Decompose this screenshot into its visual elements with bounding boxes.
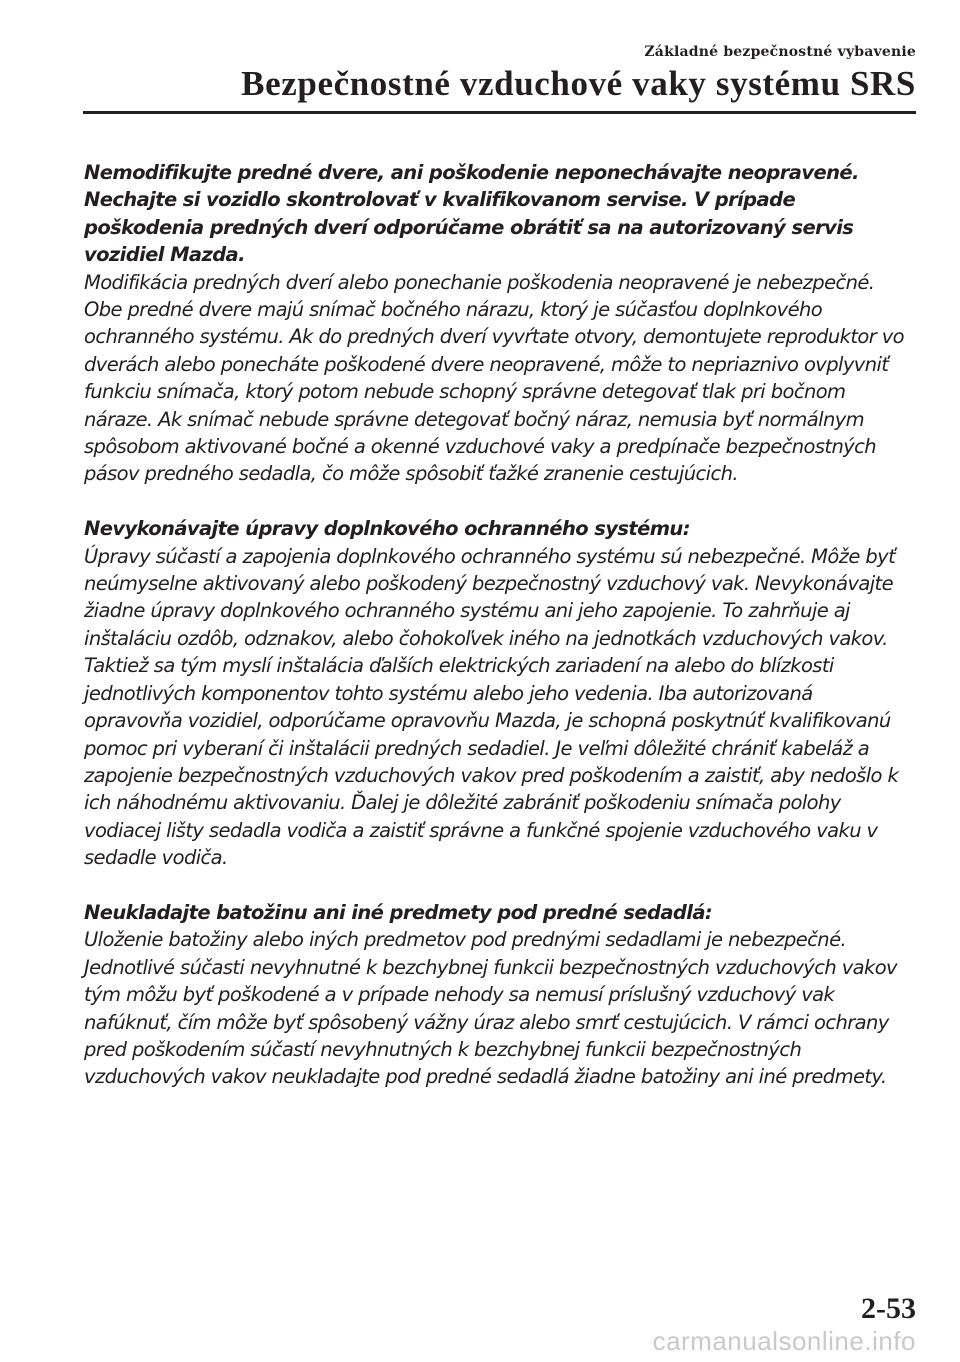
warning-heading: Neukladajte batožinu ani iné predmety pod predné sedadlá: bbox=[84, 900, 713, 924]
header-divider bbox=[83, 111, 916, 114]
warning-block-srs-modifications bbox=[84, 515, 916, 871]
section-label: Základné bezpečnostné vybavenie bbox=[644, 44, 916, 60]
warning-block-under-seats bbox=[84, 899, 916, 1091]
warning-body: Uloženie batožiny alebo iných predmetov pod prednými sedadlami je nebezpečné. Jednotlivé súčasti nevyhnutné k bezchybnej funkcii bezpečnostných vzduchových vakov tým môžu byť poškodené a v prípade nehody sa nemusí príslušný vzduchový vak nafúknuť, čím môže byť spôsobený vážny úraz alebo smrť cestujúcich. V rámci ochrany pred poškodením súčastí nevyhnutných k bezchybnej funkcii bezpečnostných vzduchových vakov neukladajte pod predné sedadlá žiadne batožiny ani iné predmety. bbox=[84, 928, 897, 1089]
warning-body: Modifikácia predných dverí alebo ponechanie poškodenia neopravené je nebezpečné. Obe predné dvere majú snímač bočného nárazu, ktorý je súčasťou doplnkového ochranného systému. Ak do predných dverí vyvŕtate otvory, demontujete reproduktor vo dverách alebo ponecháte poškodené dvere neopravené, môže to nepriaznivo ovplyvniť funkciu snímača, ktorý potom nebude schopný správne detegovať tlak pri bočnom náraze. Ak snímač nebude správne detegovať bočný náraz, nemusia byť normálnym spôsobom aktivované bočné a okenné vzduchové vaky a predpínače bezpečnostných pásov predného sedadla, čo môže spôsobiť ťažké zranenie cestujúcich. bbox=[84, 270, 904, 486]
page-number: 2-53 bbox=[861, 1292, 916, 1325]
warning-block-front-doors bbox=[84, 159, 916, 488]
page-title: Bezpečnostné vzduchové vaky systému SRS bbox=[241, 64, 916, 103]
watermark-text: carmanualsonline.info bbox=[652, 1326, 916, 1356]
warning-heading: Nevykonávajte úpravy doplnkového ochranného systému: bbox=[84, 517, 690, 541]
warning-heading: Nemodifikujte predné dvere, ani poškodenie neponechávajte neopravené. Nechajte si vozidlo skontrolovať v kvalifikovanom servise. V prípade poškodenia predných dverí odporúčame obrátiť sa na autorizovaný servis vozidiel Mazda. bbox=[84, 161, 859, 267]
warning-body: Úpravy súčastí a zapojenia doplnkového ochranného systému sú nebezpečné. Môže byť neúmyselne aktivovaný alebo poškodený bezpečnostný vzduchový vak. Nevykonávajte žiadne úpravy doplnkového ochranného systému ani jeho zapojenie. To zahrňuje aj inštaláciu ozdôb, odznakov, alebo čohokoľvek iného na jednotkách vzduchových vakov. Taktiež sa tým myslí inštalácia ďalších elektrických zariadení na alebo do blízkosti jednotlivých komponentov tohto systému alebo jeho vedenia. Iba autorizovaná opravovňa vozidiel, odporúčame opravovňu Mazda, je schopná poskytnúť kvalifikovanú pomoc pri vyberaní či inštalácii predných sedadiel. Je veľmi dôležité chrániť kabeláž a zapojenie bezpečnostných vzduchových vakov pred poškodením a zaistiť, aby nedošlo k ich náhodnému aktivovaniu. Ďalej je dôležité zabrániť poškodeniu snímača polohy vodiacej lišty sedadla vodiča a zaistiť správne a funkčné spojenie vzduchového vaku v sedadle vodiča. bbox=[84, 544, 899, 870]
page-content bbox=[84, 159, 916, 1118]
